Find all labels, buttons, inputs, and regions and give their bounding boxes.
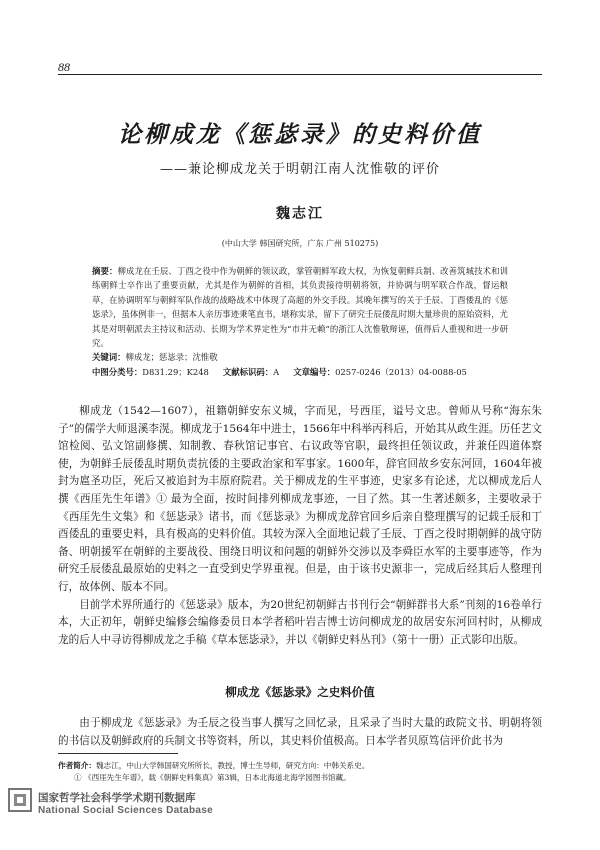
author-affiliation: (中山大学 韩国研究所，广东 广州 510275) (221, 239, 379, 248)
article-subtitle: ——兼论柳成龙关于明朝江南人沈惟敬的评价 (159, 162, 440, 177)
article-no-value: 0257-0246（2013）04-0088-05 (335, 366, 467, 377)
body-paragraph-3: 由于柳成龙《惩毖录》为壬辰之役当事人撰写之回忆录，且采录了当时大量的政院文书、明朝将领的书信以及朝鲜政府的兵制文书等资料，所以，其史料价值极高。日本学者贝原笃信评价此书为 (58, 717, 542, 747)
body-intro (58, 403, 542, 649)
abstract-label: 摘要： (92, 266, 118, 276)
body-section (58, 715, 542, 750)
classification-line (92, 365, 508, 379)
abstract-text: 柳成龙在壬辰、丁酉之役中作为朝鲜的领议政，掌管朝鲜军政大权，为恢复朝鲜兵制、改善筑城技术和训练朝鲜士卒作出了重要贡献，尤其是作为朝鲜的首相，其负责接待明朝将领，并协调与明军联合作战，督运粮草，在协调明军与朝鲜军队作战的战略战术中体现了高超的外交手段。其晚年撰写的关于壬辰、丁酉倭乱的《惩毖录》，虽体例非一，但据本人亲历事迹秉笔直书，堪称实录，留下了研究壬辰倭乱时期大量珍贵的原始资料，尤其是对明朝派去主持议和活动、长期为学术界定性为“市井无赖”的浙江人沈惟敬辩诬，值得后人重视和进一步研究。 (92, 266, 509, 349)
keywords-label: 关键词： (92, 352, 126, 363)
abstract-paragraph (92, 264, 508, 350)
database-logo-icon (8, 788, 32, 812)
abstract-block (92, 264, 508, 379)
database-name-en: National Social Sciences Database (38, 805, 213, 816)
doc-code-value: A (273, 366, 280, 377)
article-title: 论柳成龙《惩毖录》的史料价值 (118, 121, 482, 148)
footnote-rule (58, 753, 178, 754)
keywords-text: 柳成龙；惩毖录；沈惟敬 (125, 352, 218, 363)
footnote-author (58, 760, 542, 772)
section-heading: 柳成龙《惩毖录》之史料价值 (225, 685, 375, 699)
clc-label: 中图分类号： (92, 366, 143, 377)
footnote-author-text: 魏志江，中山大学韩国研究所所长，教授，博士生导师，研究方向：中韩关系史。 (95, 761, 370, 770)
footnote-1: ① 《西厓先生年谱》，载《朝鲜史料集真》第3辑，日本北海道北海学园图书馆藏。 (74, 773, 351, 782)
author-name: 魏志江 (276, 206, 324, 222)
header-rule (58, 74, 542, 75)
page-number: 88 (58, 60, 70, 74)
keywords-line (92, 350, 508, 364)
doc-code-label: 文献标识码： (222, 366, 274, 377)
body-paragraph-2: 目前学术界所通行的《惩毖录》版本，为20世纪初朝鲜古书刊行会“朝鲜群书大系”刊刻的16卷单行本，大正初年，朝鲜史编修会编修委员日本学者稻叶岩吉博士访问柳成龙的故居安东河回村时，从柳成龙的后人中寻访得柳成龙之手稿《草本惩毖录》，并以《朝鲜史料丛刊》（第十一册）正式影印出版。 (58, 598, 542, 646)
footnotes-block (58, 760, 542, 784)
footnote-author-label: 作者简介： (58, 761, 96, 770)
article-no-label: 文章编号： (293, 366, 336, 377)
clc-value: D831.29；K248 (142, 366, 209, 377)
body-paragraph-1: 柳成龙（1542—1607），祖籍朝鲜安东义城，字而见，号西厓，谥号文忠。曾师从号称“海东朱子”的儒学大师退溪李滉。柳成龙于1564年中进士，1566年中科举丙科后，开始其从政生涯。历任艺文馆检阅、弘文馆副修撰、知制教、春秋馆记事官、右议政等官职，最终担任领议政，并兼任四道体察使，为朝鲜壬辰倭乱时期负责抗倭的主要政治家和军事家。1600年，辞官回故乡安东河回，1604年被封为扈圣功臣，死后又被追封为丰原府院君。关于柳成龙的生平事迹，史家多有论述，尤以柳成龙后人撰《西厓先生年谱》① 最为全面，按时间排列柳成龙事迹，一目了然。其一生著述颇多，主要收录于《西厓先生文集》和《惩毖录》诸书，而《惩毖录》为柳成龙辞官回乡后亲自整理撰写的记载壬辰和丁酉倭乱的重要史料，具有极高的史料价值。其较为深入全面地记载了壬辰、丁酉之役时期朝鲜的战守防备、明朝援军在朝鲜的主要战役、围绕日明议和问题的朝鲜外交涉以及李舜臣水军的主要事迹等，作为研究壬辰倭乱最原始的史料之一直受到史学界重视。但是，由于该书史源非一，完成后经其后人整理刊行，故体例、版本不同。 (58, 405, 542, 593)
database-name-cn: 国家哲学社会科学学术期刊数据库 (38, 792, 196, 804)
